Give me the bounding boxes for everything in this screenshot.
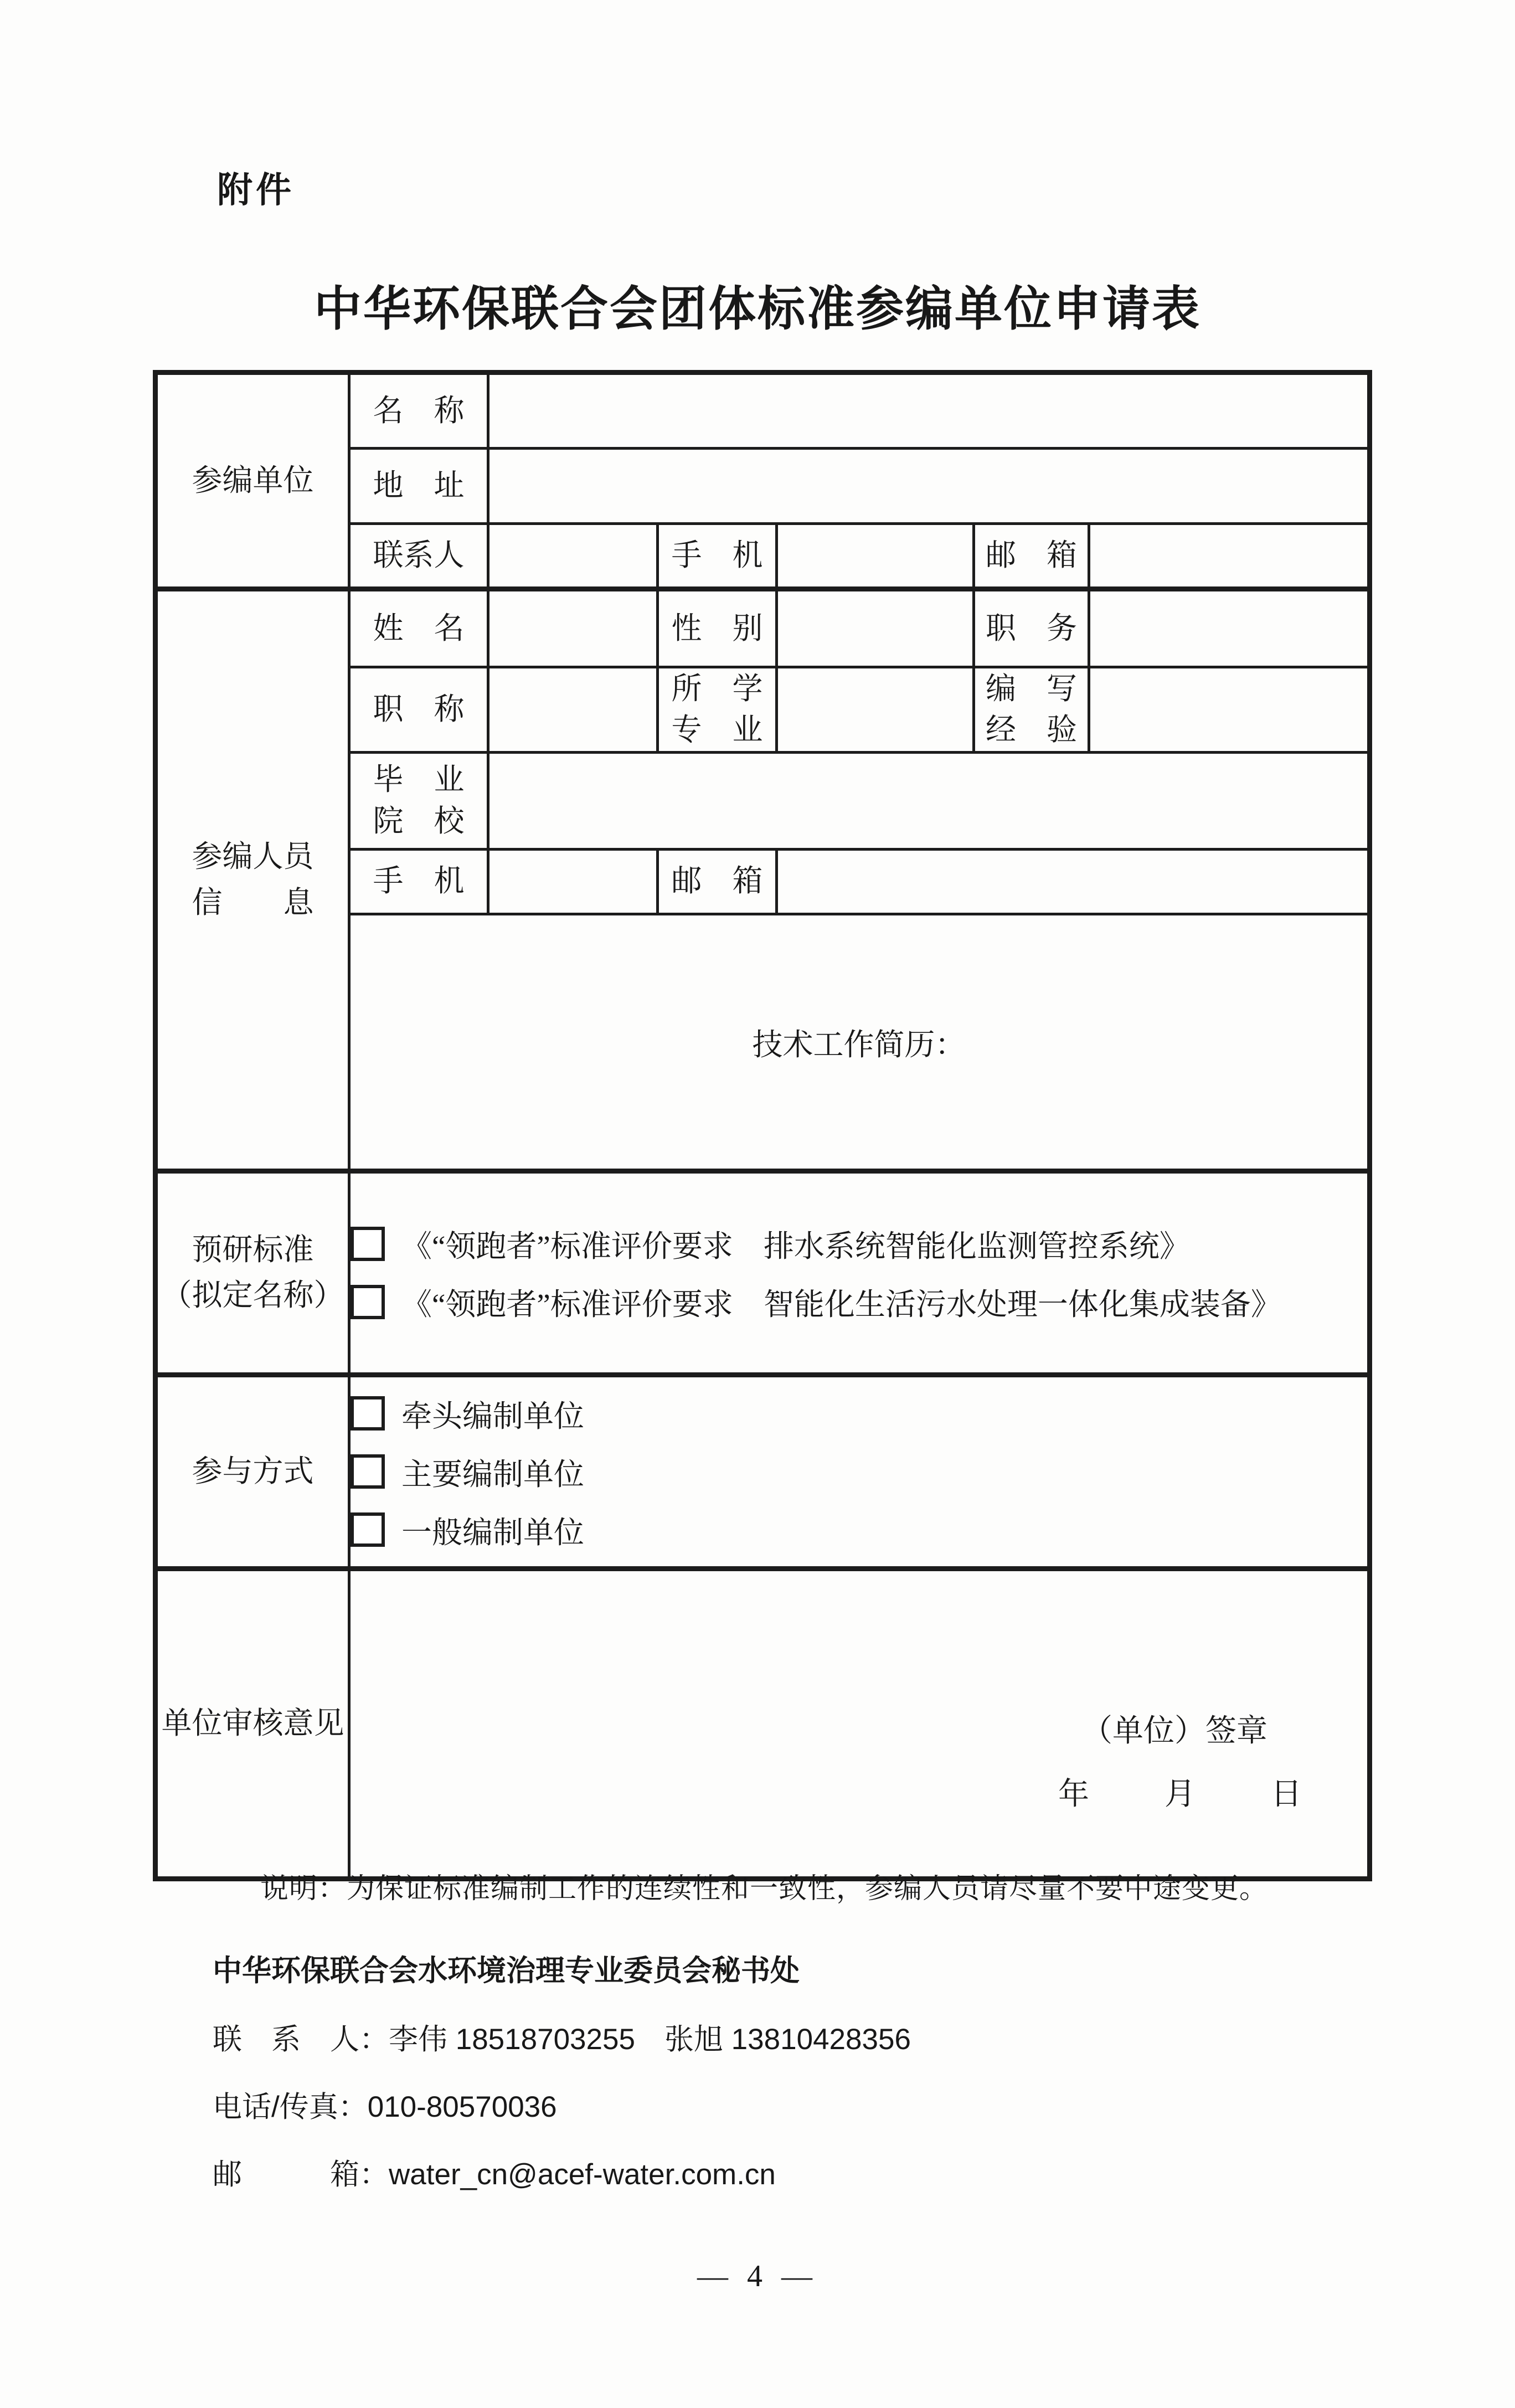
- attachment-label: 附件: [217, 170, 295, 210]
- checkbox-icon[interactable]: [351, 1227, 385, 1261]
- unit-name-label: 名 称: [349, 373, 488, 449]
- person-experience-value-cell: [1089, 667, 1370, 753]
- review-cell: [349, 1568, 1370, 1879]
- standard-option-row: [351, 1280, 1367, 1324]
- unit-contact-label: 联系人: [349, 524, 488, 589]
- standard-label-line2: （拟定名称）: [161, 1278, 344, 1312]
- personnel-section-label: [156, 589, 349, 1171]
- person-school-label-line1: 毕 业: [373, 763, 465, 797]
- person-email-value-cell: [777, 849, 1370, 914]
- resume-label: 技术工作简历：: [752, 1027, 966, 1062]
- unit-section-label: 参编单位: [156, 373, 349, 589]
- standard-option-label: 《“领跑者”标准评价要求 排水系统智能化监测管控系统》: [401, 1229, 1190, 1263]
- participation-option-label: 主要编制单位: [401, 1457, 585, 1491]
- standard-section-label: [156, 1171, 349, 1375]
- secretariat-email-row: [213, 2151, 911, 2193]
- person-experience-label-line1: 编 写: [985, 672, 1077, 706]
- standard-label-line1: 预研标准: [192, 1232, 314, 1267]
- checkbox-icon[interactable]: [351, 1454, 385, 1489]
- unit-email-value-cell: [1089, 524, 1370, 589]
- person-experience-label-line2: 经 验: [985, 713, 1077, 747]
- person-position-value-cell: [1089, 589, 1370, 667]
- person-major-label: [658, 667, 777, 753]
- standard-option-label: 《“领跑者”标准评价要求 智能化生活污水处理一体化集成装备》: [401, 1288, 1281, 1321]
- date-line: 年 月 日: [1058, 1777, 1307, 1812]
- secretariat-email-label: 邮 箱：: [213, 2158, 389, 2191]
- secretariat-contacts-value: 李伟 18518703255 张旭 13810428356: [389, 2023, 911, 2056]
- participation-options-cell: [349, 1375, 1370, 1568]
- resume-cell: [349, 914, 1370, 1171]
- person-mobile-value-cell: [488, 849, 658, 914]
- person-mobile-label: 手 机: [349, 849, 488, 914]
- checkbox-icon[interactable]: [351, 1285, 385, 1319]
- secretariat-contacts-label: 联 系 人：: [213, 2023, 389, 2056]
- person-experience-label: [974, 667, 1089, 753]
- unit-address-label: 地 址: [349, 449, 488, 524]
- person-gender-label: 性 别: [658, 589, 777, 667]
- person-major-label-line1: 所 学: [671, 672, 763, 706]
- checkbox-icon[interactable]: [351, 1396, 385, 1431]
- secretariat-phone-value: 010-80570036: [367, 2091, 557, 2123]
- personnel-label-line2: 信 息: [192, 885, 314, 919]
- person-school-label-line2: 院 校: [373, 804, 465, 838]
- participation-option-row: [351, 1392, 1367, 1435]
- secretariat-phone-row: [213, 2083, 911, 2126]
- page-title: 中华环保联合会团体标准参编单位申请表: [314, 282, 1201, 336]
- personnel-label-line1: 参编人员: [192, 840, 314, 874]
- person-school-label: [349, 752, 488, 849]
- participation-option-label: 牵头编制单位: [401, 1399, 585, 1433]
- secretariat-contacts-row: [213, 2016, 911, 2058]
- person-title-label: 职 称: [349, 667, 488, 753]
- participation-section-label: 参与方式: [156, 1375, 349, 1568]
- secretariat-org: 中华环保联合会水环境治理专业委员会秘书处: [213, 1954, 800, 1987]
- page-number: — 4 —: [697, 2259, 818, 2293]
- standard-option-row: [351, 1222, 1367, 1265]
- checkbox-icon[interactable]: [351, 1512, 385, 1547]
- unit-mobile-label: 手 机: [658, 524, 777, 589]
- review-section-label: 单位审核意见: [156, 1568, 349, 1879]
- unit-address-value-cell: [488, 449, 1370, 524]
- person-position-label: 职 务: [974, 589, 1089, 667]
- secretariat-block: [213, 1947, 911, 2219]
- unit-email-label: 邮 箱: [974, 524, 1089, 589]
- person-major-value-cell: [777, 667, 974, 753]
- person-name-value-cell: [488, 589, 658, 667]
- unit-name-value-cell: [488, 373, 1370, 449]
- person-email-label: 邮 箱: [658, 849, 777, 914]
- note-text: 说明：为保证标准编制工作的连续性和一致性，参编人员请尽量不要中途变更。: [260, 1872, 1269, 1904]
- unit-mobile-value-cell: [777, 524, 974, 589]
- secretariat-email-value: water_cn@acef-water.com.cn: [389, 2158, 776, 2191]
- standard-options-cell: [349, 1171, 1370, 1375]
- unit-seal-label: （单位）签章: [1081, 1714, 1268, 1748]
- participation-option-row: [351, 1508, 1367, 1552]
- application-form-table: [153, 370, 1372, 1881]
- signature-block: [1058, 1716, 1328, 1810]
- person-name-label: 姓 名: [349, 589, 488, 667]
- person-title-value-cell: [488, 667, 658, 753]
- unit-contact-value-cell: [488, 524, 658, 589]
- person-gender-value-cell: [777, 589, 974, 667]
- secretariat-phone-label: 电话/传真：: [213, 2091, 368, 2123]
- participation-option-label: 一般编制单位: [401, 1515, 585, 1550]
- participation-option-row: [351, 1450, 1367, 1494]
- person-major-label-line2: 专 业: [671, 713, 763, 747]
- person-school-value-cell: [488, 752, 1370, 849]
